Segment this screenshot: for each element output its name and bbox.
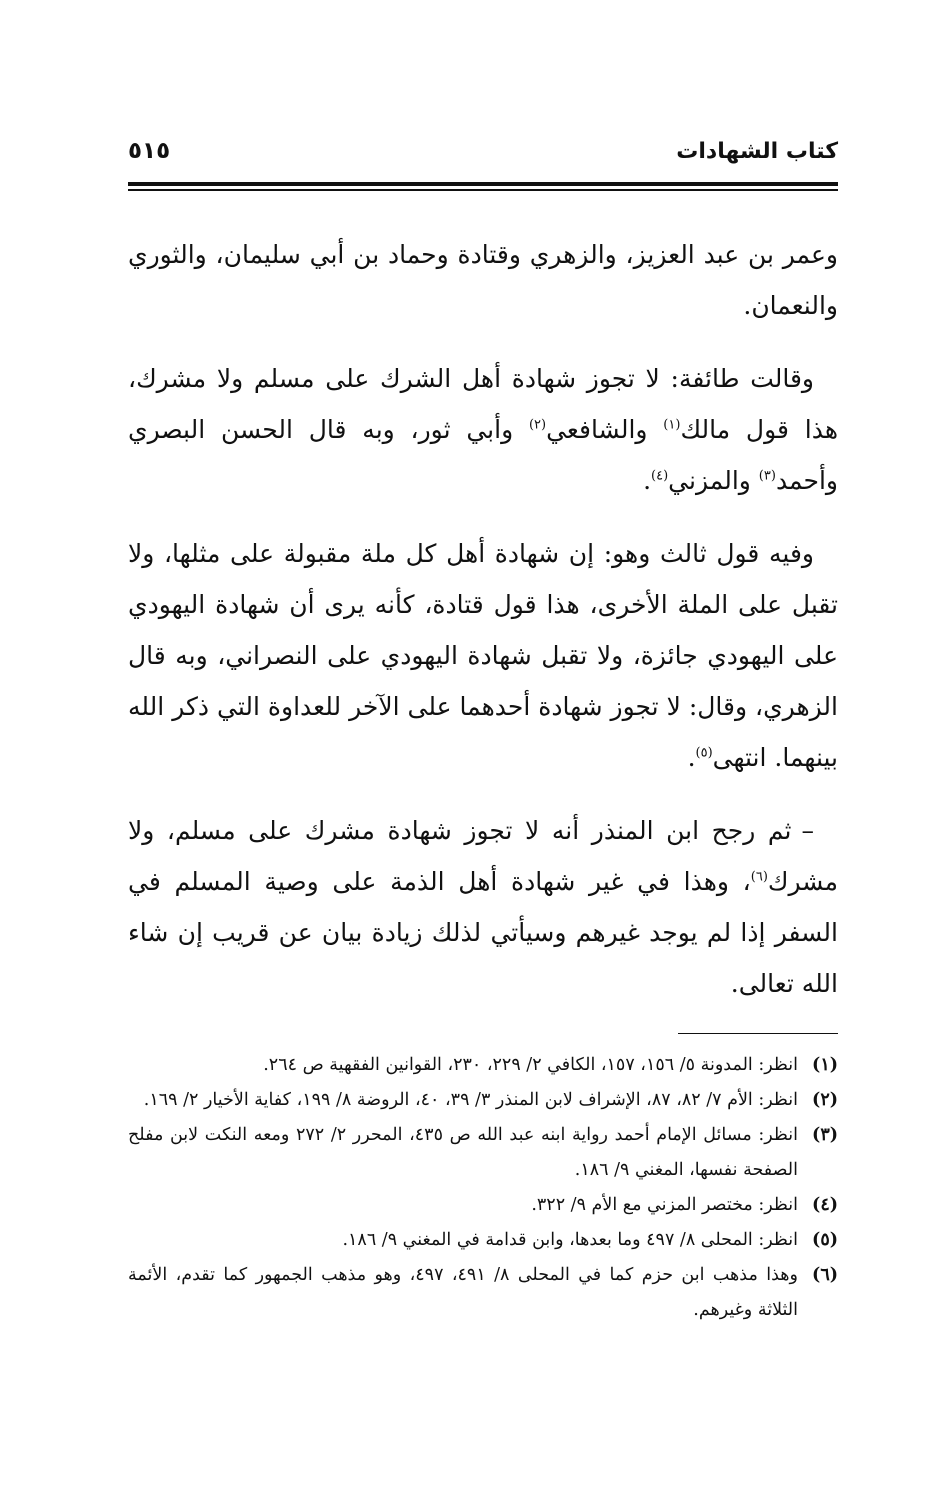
footnote-mark: (٦) bbox=[812, 1265, 838, 1285]
paragraph-2-text-c: وأبي ثور، وبه قال الحسن البصري وأحمد bbox=[128, 414, 838, 495]
chapter-title: كتاب الشهادات bbox=[676, 139, 838, 164]
footnote-mark: (٥) bbox=[812, 1230, 838, 1250]
footnote-3 bbox=[128, 1118, 838, 1188]
book-page bbox=[128, 138, 838, 1328]
footnote-text: انظر: مسائل الإمام أحمد رواية ابنه عبد الله ص ٤٣٥، المحرر ٢/ ٢٧٢ ومعه النكت لابن مفلح الصفحة نفسها، المغني ٩/ ١٨٦. bbox=[128, 1125, 798, 1180]
paragraph-2 bbox=[128, 353, 838, 506]
page-number: ٥١٥ bbox=[128, 138, 171, 164]
paragraph-3-text-end: . bbox=[687, 742, 696, 772]
paragraph-1-text: وعمر بن عبد العزيز، والزهري وقتادة وحماد بن أبي سليمان، والثوري والنعمان. bbox=[128, 239, 838, 320]
running-header bbox=[128, 138, 838, 178]
footnote-6 bbox=[128, 1258, 838, 1328]
footnote-ref-4[interactable]: (٤) bbox=[651, 468, 669, 484]
footnote-ref-2[interactable]: (٢) bbox=[528, 417, 547, 433]
paragraph-1 bbox=[128, 229, 838, 331]
main-text bbox=[128, 229, 838, 1009]
footnote-text: انظر: المحلى ٨/ ٤٩٧ وما بعدها، وابن قدامة في المغني ٩/ ١٨٦. bbox=[342, 1230, 798, 1250]
footnote-mark: (٢) bbox=[812, 1090, 838, 1110]
footnote-1 bbox=[128, 1048, 838, 1083]
footnote-ref-6[interactable]: (٦) bbox=[750, 869, 768, 885]
paragraph-3-text: وفيه قول ثالث وهو: إن شهادة أهل كل ملة مقبولة على مثلها، ولا تقبل على الملة الأخرى، هذا قول قتادة، كأنه يرى أن شهادة اليهودي على اليهودي جائزة، ولا تقبل شهادة اليهودي على النصراني، وبه قال الزهري، وقال: لا تجوز شهادة أحدهما على الآخر للعداوة التي ذكر الله بينهما. انتهى bbox=[128, 538, 838, 772]
paragraph-4-dash: – bbox=[801, 815, 814, 845]
footnotes bbox=[128, 1048, 838, 1328]
footnote-5 bbox=[128, 1223, 838, 1258]
footnote-text: انظر: المدونة ٥/ ١٥٦، ١٥٧، الكافي ٢/ ٢٢٩، ٢٣٠، القوانين الفقهية ص ٢٦٤. bbox=[263, 1055, 798, 1075]
footnote-ref-5[interactable]: (٥) bbox=[695, 745, 713, 761]
footnote-text: انظر: الأم ٧/ ٨٢، ٨٧، الإشراف لابن المنذر ٣/ ٣٩، ٤٠، الروضة ٨/ ١٩٩، كفاية الأخيار ٢/ ١٦٩. bbox=[143, 1090, 798, 1110]
header-rule-thick bbox=[128, 182, 838, 186]
footnote-mark: (٣) bbox=[812, 1125, 838, 1145]
header-rule-thin bbox=[128, 189, 838, 191]
paragraph-2-text-d: والمزني bbox=[668, 465, 759, 495]
paragraph-3 bbox=[128, 528, 838, 783]
paragraph-2-text-b: والشافعي bbox=[546, 414, 664, 444]
paragraph-4-text-end: ، وهذا في غير شهادة أهل الذمة على وصية المسلم في السفر إذا لم يوجد غيرهم وسيأتي لذلك زيادة بيان عن قريب إن شاء الله تعالى. bbox=[128, 866, 838, 998]
footnote-mark: (١) bbox=[812, 1055, 838, 1075]
paragraph-2-text-a: وقالت طائفة: لا تجوز شهادة أهل الشرك على مسلم ولا مشرك، هذا قول مالك bbox=[128, 363, 839, 444]
footnote-ref-1[interactable]: (١) bbox=[663, 417, 681, 433]
footnote-mark: (٤) bbox=[812, 1195, 838, 1215]
paragraph-4-text: ثم رجح ابن المنذر أنه لا تجوز شهادة مشرك على مسلم، ولا مشرك bbox=[128, 815, 838, 896]
footnote-4 bbox=[128, 1188, 838, 1223]
footnote-ref-3[interactable]: (٣) bbox=[758, 468, 776, 484]
footnote-separator bbox=[678, 1033, 838, 1035]
footnote-text: وهذا مذهب ابن حزم كما في المحلى ٨/ ٤٩١، ٤٩٧، وهو مذهب الجمهور كما تقدم، الأئمة الثلاثة وغيرهم. bbox=[128, 1265, 798, 1320]
footnote-text: انظر: مختصر المزني مع الأم ٩/ ٣٢٢. bbox=[531, 1195, 798, 1215]
footnote-2 bbox=[128, 1083, 838, 1118]
paragraph-2-text-end: . bbox=[643, 465, 652, 495]
paragraph-4 bbox=[128, 805, 838, 1009]
